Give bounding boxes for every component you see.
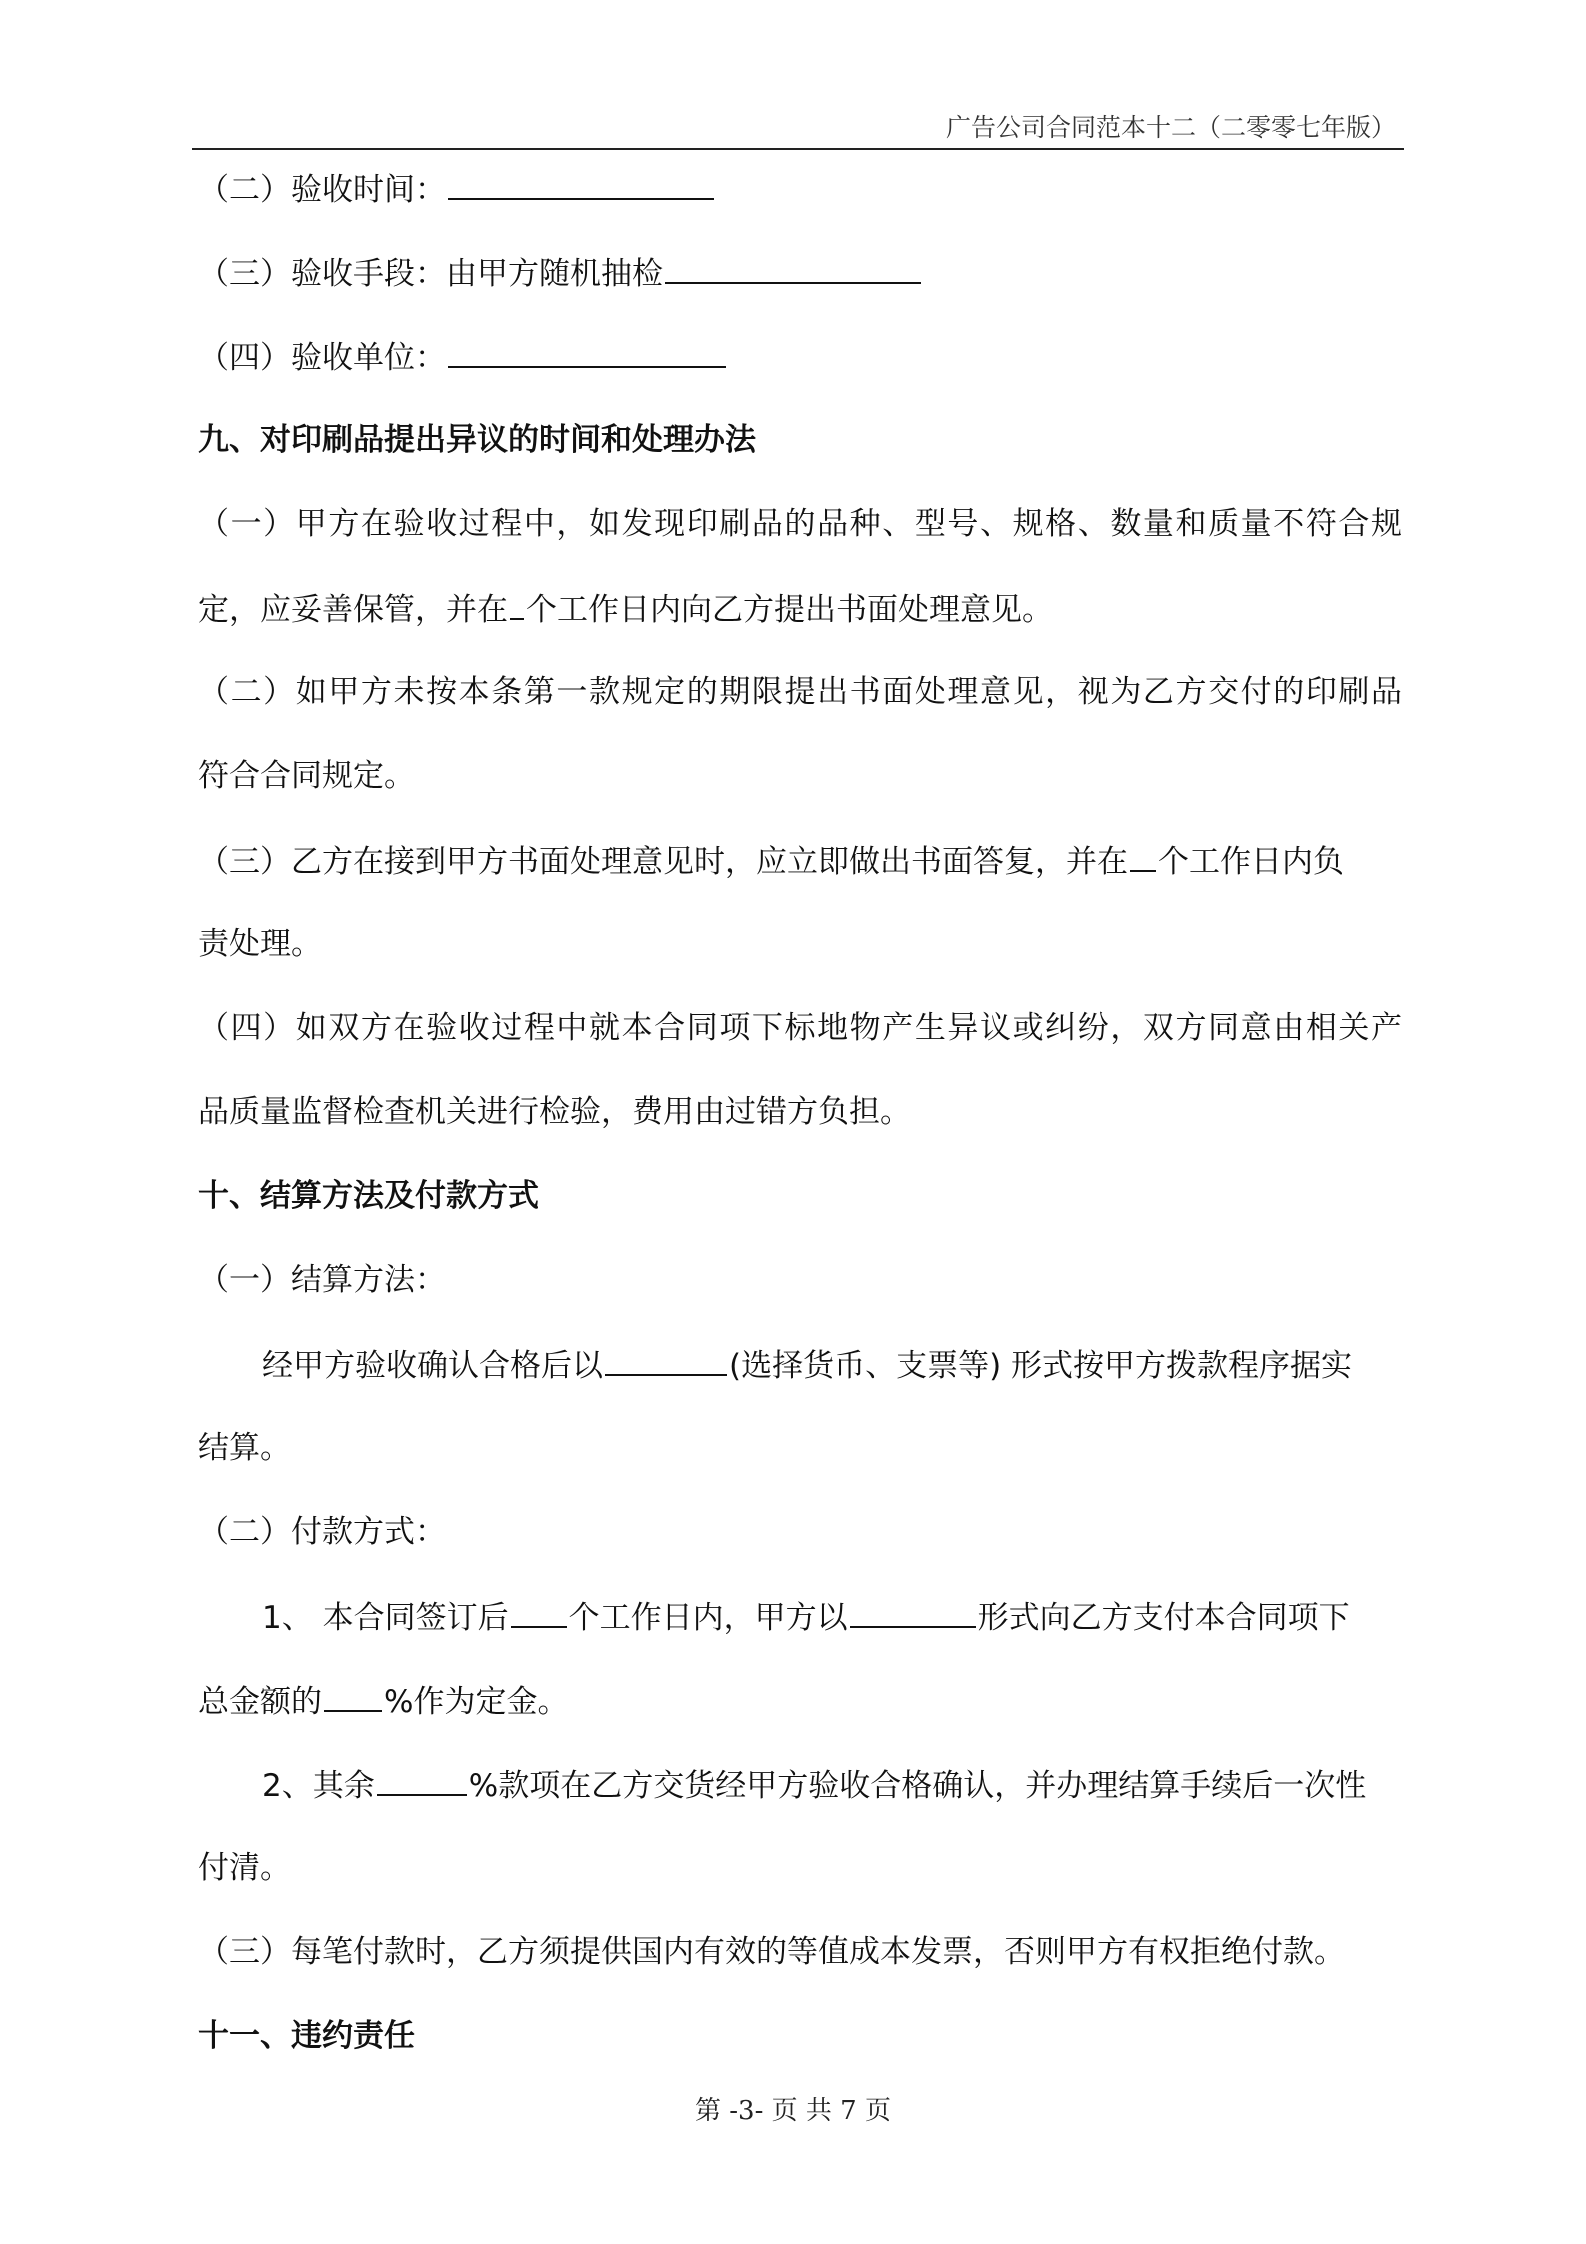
paragraph-line: （三）每笔付款时，乙方须提供国内有效的等值成本发票，否则甲方有权拒绝付款。 — [198, 1934, 1345, 1970]
page-number-footer: 第 -3- 页 共 7 页 — [695, 2096, 891, 2126]
line-text: (选择货币、支票等) 形式按甲方拨款程序据实 — [729, 1348, 1353, 1384]
paragraph-line — [262, 1764, 1402, 1806]
running-header: 广告公司合同范本十二（二零零七年版） — [945, 113, 1396, 142]
line-text: 定，应妥善保管，并在 — [198, 592, 508, 628]
fill-blank[interactable] — [1130, 840, 1156, 872]
line-text: 2、其余 — [262, 1768, 375, 1804]
fill-blank[interactable] — [511, 1596, 567, 1628]
line-text: %作为定金。 — [384, 1684, 569, 1720]
fill-blank[interactable] — [377, 1764, 467, 1796]
line-text: 经甲方验收确认合格后以 — [262, 1348, 603, 1384]
line-text: （四）验收单位： — [198, 340, 446, 376]
section-heading-11: 十一、违约责任 — [198, 2018, 415, 2054]
paragraph-line — [262, 1596, 1402, 1638]
section-heading-10: 十、结算方法及付款方式 — [198, 1178, 539, 1214]
line-text: 总金额的 — [198, 1684, 322, 1720]
paragraph-line: （一）甲方在验收过程中，如发现印刷品的品种、型号、规格、数量和质量不符合规 — [198, 506, 1402, 542]
fill-blank[interactable] — [510, 588, 524, 620]
fill-blank[interactable] — [665, 252, 921, 284]
line-text: 形式向乙方支付本合同项下 — [977, 1600, 1350, 1636]
paragraph-line — [198, 840, 1402, 882]
line-text: %款项在乙方交货经甲方验收合格确认，并办理结算手续后一次性 — [468, 1768, 1367, 1804]
line-text: （二）验收时间： — [198, 172, 446, 208]
fill-blank[interactable] — [448, 336, 726, 368]
section-heading-9: 九、对印刷品提出异议的时间和处理办法 — [198, 422, 756, 458]
fill-blank[interactable] — [850, 1596, 976, 1628]
fill-blank[interactable] — [448, 168, 714, 200]
paragraph-line: 结算。 — [198, 1430, 291, 1466]
fill-blank[interactable] — [605, 1344, 727, 1376]
line-text: （三）乙方在接到甲方书面处理意见时，应立即做出书面答复，并在 — [198, 844, 1128, 880]
acceptance-method-line — [198, 252, 1402, 294]
paragraph-line: 责处理。 — [198, 926, 322, 962]
acceptance-time-line — [198, 168, 1402, 210]
paragraph-line — [198, 1680, 1402, 1722]
paragraph-line: （二）如甲方未按本条第一款规定的期限提出书面处理意见，视为乙方交付的印刷品 — [198, 674, 1402, 710]
paragraph-line: 付清。 — [198, 1850, 291, 1886]
header-rule — [192, 148, 1404, 150]
paragraph-line: （四）如双方在验收过程中就本合同项下标地物产生异议或纠纷，双方同意由相关产 — [198, 1010, 1402, 1046]
paragraph-line: 符合合同规定。 — [198, 758, 415, 794]
line-text: 1、 本合同签订后 — [262, 1600, 509, 1636]
paragraph-line — [262, 1344, 1402, 1386]
line-text: （三）验收手段：由甲方随机抽检 — [198, 256, 663, 292]
acceptance-unit-line — [198, 336, 1402, 378]
line-text: 个工作日内负 — [1158, 844, 1344, 880]
paragraph-line — [198, 588, 1402, 630]
line-text: 个工作日内，甲方以 — [568, 1600, 848, 1636]
paragraph-line: 品质量监督检查机关进行检验，费用由过错方负担。 — [198, 1094, 911, 1130]
subsection-heading: （二）付款方式： — [198, 1514, 446, 1550]
line-text: 个工作日内向乙方提出书面处理意见。 — [526, 592, 1053, 628]
fill-blank[interactable] — [324, 1680, 382, 1712]
subsection-heading: （一）结算方法： — [198, 1262, 446, 1298]
